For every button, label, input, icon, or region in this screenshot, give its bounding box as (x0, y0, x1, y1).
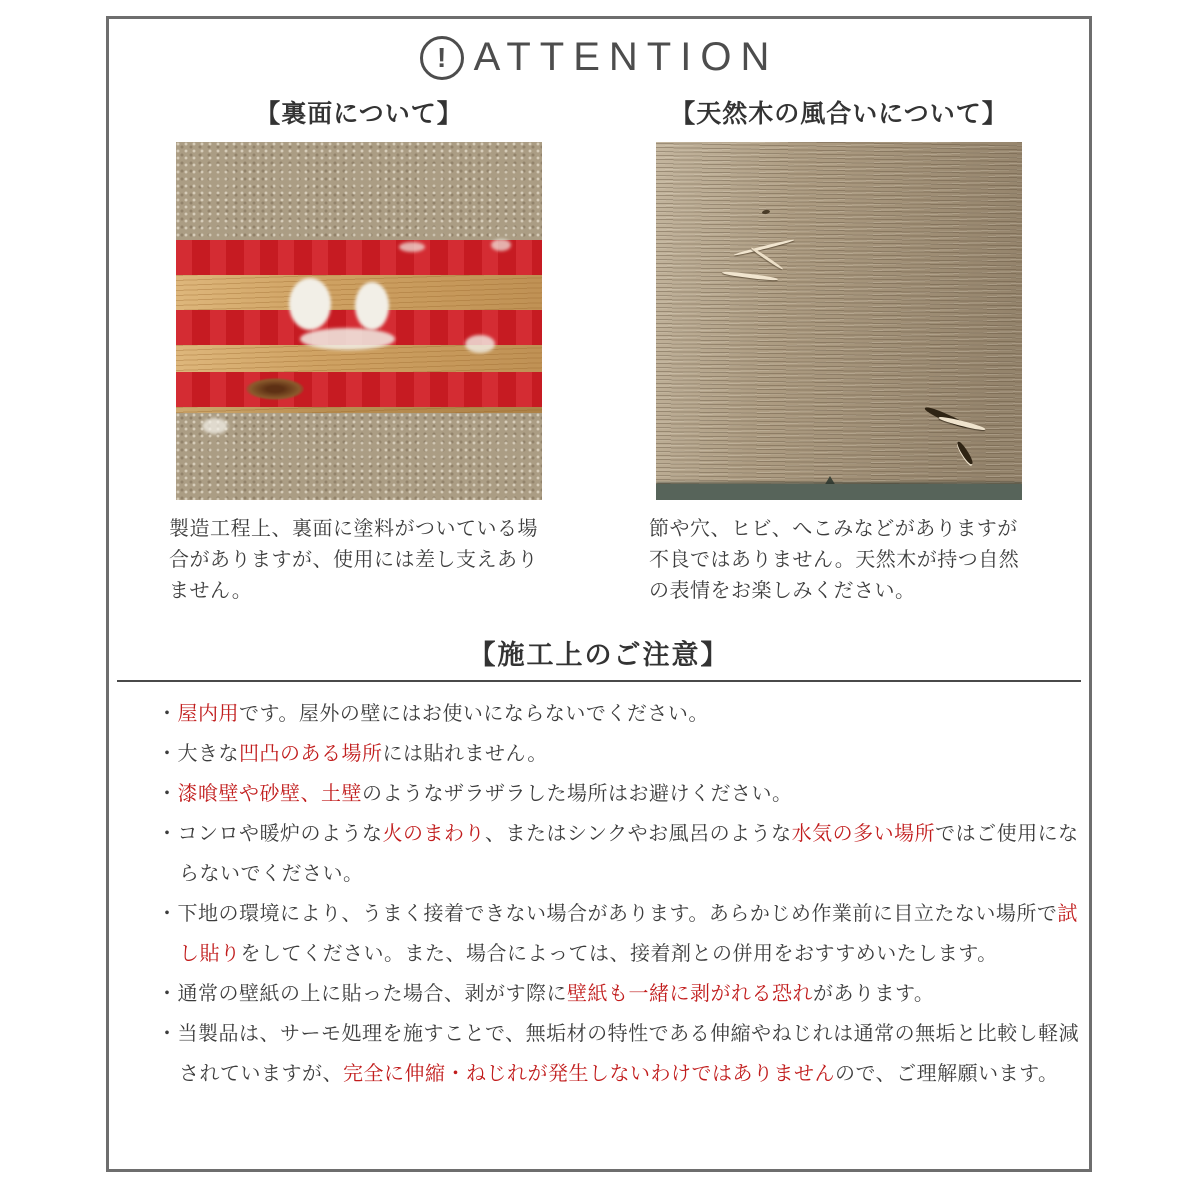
back-side-photo (176, 142, 542, 500)
note-item (157, 814, 1082, 894)
notes-list (116, 694, 1082, 1094)
wood-knot (246, 378, 304, 400)
paint-splotch (355, 282, 389, 330)
carpet-texture (176, 142, 542, 240)
note-item (157, 734, 1082, 774)
crack-mark (938, 416, 986, 432)
note-text-segment: 通常の壁紙の上に貼った場合、剥がす際に (177, 983, 567, 1005)
note-text-segment: 当製品は、サーモ処理を施すことで、無垢材の特性である伸縮やねじれは通常の無垢と比較し軽減されていますが、 (177, 1023, 1080, 1085)
paint-splotch (491, 239, 511, 251)
note-text-segment: コンロや暖炉のような (177, 823, 383, 845)
wood-speck (762, 209, 771, 214)
crack-mark (750, 246, 783, 270)
note-text-segment: 試し貼り (179, 903, 1078, 965)
note-text-segment: 下地の環境により、うまく接着できない場合があります。あらかじめ作業前に目立たない場所で (177, 903, 1058, 925)
note-text-segment: 水気の多い場所 (791, 823, 936, 845)
back-side-caption: 製造工程上、裏面に塗料がついている場合がありますが、使用には差し支えありません。 (169, 518, 538, 602)
notes-heading: 【施工上のご注意】 (468, 640, 730, 670)
red-paint-stripe (176, 372, 542, 407)
note-text-segment: のようなザラザラした場所はお避けください。 (362, 783, 793, 805)
note-text-segment: ので、ご理解願います。 (835, 1063, 1059, 1085)
section-back-side (169, 94, 549, 607)
bullet-marker: ・ (157, 1023, 178, 1045)
bullet-marker: ・ (157, 983, 178, 1005)
natural-wood-heading: 【天然木の風合いについて】 (670, 100, 1008, 128)
title-row (109, 35, 1089, 80)
note-text-segment: 屋内用 (177, 703, 239, 725)
natural-wood-caption: 節や穴、ヒビ、へこみなどがありますが不良ではありません。天然木が持つ自然の表情をお楽しみください。 (649, 518, 1020, 602)
paint-splotch (202, 418, 228, 434)
note-text-segment: 大きな (177, 743, 239, 765)
note-text-segment: 漆喰壁や砂壁、土壁 (177, 783, 362, 805)
back-side-heading: 【裏面について】 (255, 100, 463, 128)
note-item (157, 894, 1082, 974)
note-text-segment: があります。 (813, 983, 935, 1005)
note-text-segment: をしてください。また、場合によっては、接着剤との併用をおすすめいたします。 (240, 943, 998, 965)
note-text-segment: 、またはシンクやお風呂のような (485, 823, 792, 845)
note-item (157, 774, 1082, 814)
bullet-marker: ・ (157, 903, 178, 925)
knot-hole (956, 440, 975, 465)
note-text-segment: 完全に伸縮・ねじれが発生しないわけではありません (343, 1063, 835, 1085)
note-item (157, 694, 1082, 734)
attention-icon (420, 36, 464, 80)
note-item (157, 1014, 1082, 1094)
note-text-segment: です。屋外の壁にはお使いにならないでください。 (239, 703, 709, 725)
photo-sections (109, 94, 1089, 607)
bullet-marker: ・ (157, 743, 178, 765)
crack-mark (722, 271, 778, 282)
note-text-segment: 火のまわり (382, 823, 485, 845)
attention-panel (106, 16, 1092, 1172)
red-paint-stripe (176, 240, 542, 275)
attention-icon-glyph: ! (436, 41, 447, 73)
carpet-texture (176, 413, 542, 500)
divider-line (117, 680, 1081, 682)
note-text-segment: 凹凸のある場所 (239, 743, 383, 765)
photo-bottom-edge (656, 484, 1022, 500)
bullet-marker: ・ (157, 783, 178, 805)
note-text-segment: 壁紙も一緒に剥がれる恐れ (567, 983, 813, 1005)
note-text-segment: には貼れません。 (382, 743, 548, 765)
note-text-segment: ではご使用にならないでください。 (179, 823, 1079, 885)
page-title: ATTENTION (473, 35, 779, 79)
bullet-marker: ・ (157, 823, 178, 845)
section-natural-wood (649, 94, 1029, 607)
bullet-marker: ・ (157, 703, 178, 725)
wood-grain-photo (656, 142, 1022, 500)
note-item (157, 974, 1082, 1014)
